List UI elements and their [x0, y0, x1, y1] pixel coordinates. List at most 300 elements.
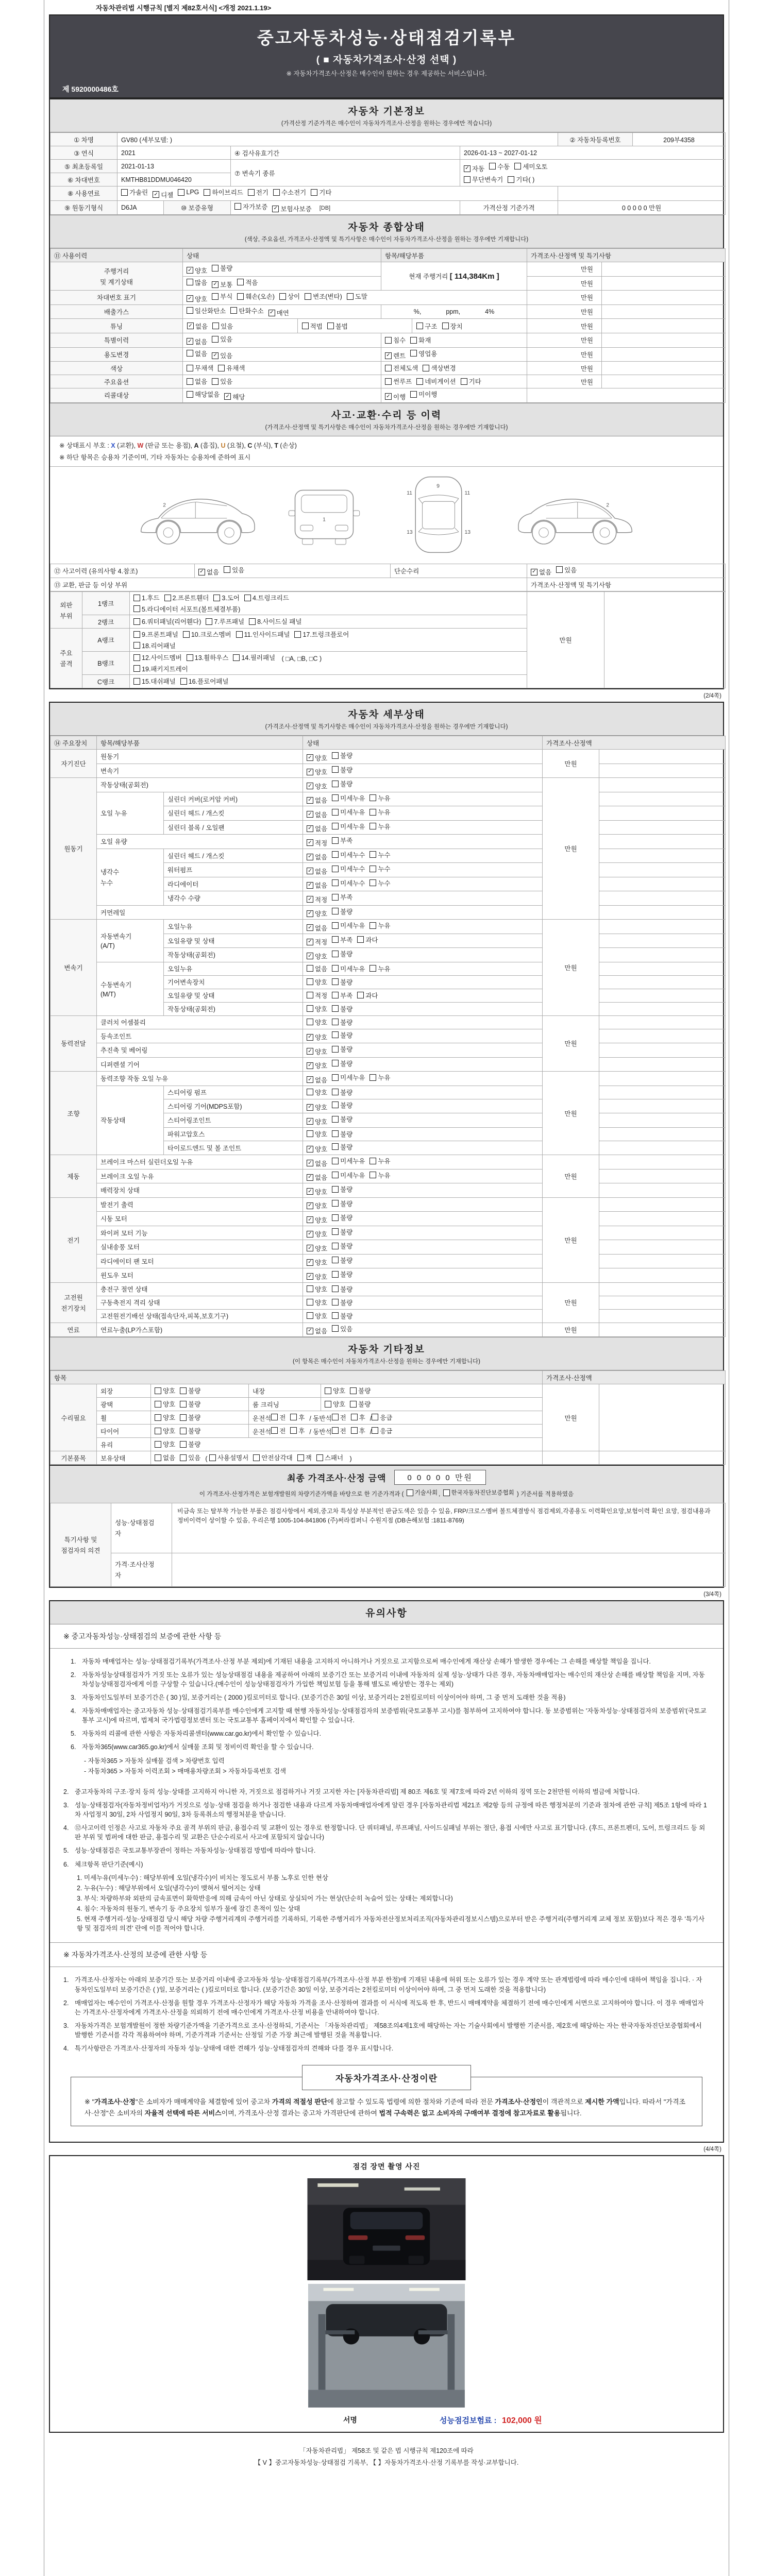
checkbox-box-icon: [443, 1489, 450, 1496]
checkbox-label: 불량: [340, 1312, 353, 1320]
checkbox-부식[interactable]: [212, 292, 232, 301]
checkbox-구조[interactable]: [416, 321, 437, 331]
checkbox-box-icon: [187, 378, 193, 385]
checkbox-label: 스패너: [324, 1454, 344, 1462]
checkbox-14.필러패널[interactable]: [233, 653, 275, 662]
checkbox-불량[interactable]: [332, 1311, 352, 1320]
checkbox-양호[interactable]: [307, 1244, 327, 1253]
checkbox-양호[interactable]: [307, 782, 327, 791]
checkbox-불량[interactable]: [180, 1426, 200, 1435]
checkbox-없음[interactable]: [187, 377, 207, 386]
checkbox-box-icon: [332, 894, 339, 901]
checkbox-없음[interactable]: [307, 824, 327, 833]
checkbox-box-icon: [155, 1428, 161, 1434]
table-cell: [527, 304, 602, 319]
checkbox-누수[interactable]: [369, 878, 390, 888]
checkbox-변조(변타)[interactable]: [305, 292, 342, 301]
checkbox-있음[interactable]: [212, 334, 232, 344]
text: 만원: [564, 1040, 577, 1048]
checkbox-전체도색[interactable]: [385, 363, 418, 372]
table-cell: [321, 1398, 543, 1411]
checkbox-영업용[interactable]: [410, 349, 437, 358]
checkbox-없음[interactable]: [307, 810, 327, 819]
checkbox-불량[interactable]: [332, 1256, 352, 1265]
checkbox-4.트렁크리드[interactable]: [244, 593, 289, 602]
checkbox-label: 부족: [340, 894, 353, 901]
checkbox-불량[interactable]: [332, 1114, 352, 1124]
checkbox-누유[interactable]: [369, 921, 390, 930]
checkbox-양호[interactable]: [307, 1258, 327, 1267]
checkbox-양호[interactable]: [155, 1439, 175, 1449]
checkbox-label: 불량: [340, 1089, 353, 1096]
checkbox-label: 양호: [315, 1019, 328, 1026]
checkbox-자가보증[interactable]: [234, 202, 267, 211]
text: 오일누유: [167, 965, 193, 973]
checkbox-세미오토[interactable]: [514, 162, 547, 171]
text: 용도변경: [104, 351, 129, 359]
checkbox-13.휠하우스[interactable]: [187, 653, 229, 662]
checkbox-box-icon: [297, 1454, 304, 1461]
checkbox-잭[interactable]: [297, 1453, 312, 1462]
checkbox-불량[interactable]: [332, 1059, 352, 1068]
item-number: 6.: [71, 1743, 76, 1751]
checkbox-누유[interactable]: [369, 822, 390, 831]
checkbox-불량[interactable]: [332, 977, 352, 987]
checkbox-후[interactable]: [290, 1426, 305, 1435]
checkbox-양호[interactable]: [325, 1386, 345, 1395]
table-cell: [97, 1212, 303, 1226]
checkbox-box-icon: [187, 307, 193, 314]
checkbox-box-icon: [369, 866, 376, 872]
checkbox-양호[interactable]: [307, 1032, 327, 1042]
checkbox-불량[interactable]: [332, 1284, 352, 1294]
checkbox-있음[interactable]: [224, 565, 244, 574]
checkbox-누유[interactable]: [369, 807, 390, 817]
checkbox-한국자동차진단보증협회[interactable]: [443, 1488, 514, 1497]
checkbox-불량[interactable]: [332, 751, 352, 760]
checkbox-양호[interactable]: [307, 1272, 327, 1281]
checkbox-양호[interactable]: [307, 1215, 327, 1225]
checkbox-누유[interactable]: [369, 1156, 390, 1165]
checkbox-자동[interactable]: [464, 164, 484, 173]
checkbox-양호[interactable]: [307, 1018, 327, 1027]
text: "은 소비자가 매매계약을 체결함에 있어 중고차: [135, 2098, 272, 2106]
checkbox-매연[interactable]: [268, 308, 289, 317]
checkbox-수동[interactable]: [489, 162, 510, 171]
checkbox-양호[interactable]: [307, 1201, 327, 1210]
checkbox-불법[interactable]: [327, 321, 348, 331]
checkbox-적정[interactable]: [307, 991, 327, 1000]
checkbox-유채색[interactable]: [218, 363, 245, 372]
checkbox-6.쿼터패널(리어휀다)[interactable]: [133, 617, 201, 626]
checkbox-디젤[interactable]: [153, 190, 173, 199]
text: /: [369, 1428, 372, 1436]
checkbox-렌트[interactable]: [385, 351, 406, 360]
table-row: [51, 347, 726, 362]
checkbox-label: 미세누유: [340, 823, 365, 831]
checkbox-없음[interactable]: [307, 880, 327, 890]
checkbox-7.루프패널[interactable]: [206, 617, 244, 626]
checkbox-box-icon: [187, 391, 193, 398]
segment: [297, 319, 412, 333]
checkbox-무단변속기[interactable]: [464, 175, 503, 184]
checkbox-가솔린[interactable]: [121, 188, 148, 197]
checkbox-label: 매연: [276, 310, 289, 317]
item-number: 4.: [63, 2045, 69, 2053]
checkbox-과다[interactable]: [357, 991, 378, 1000]
checkbox-label: 응급: [380, 1414, 393, 1421]
notice-subitem: 4. 침수: 자동차의 원동기, 변속기 등 주요장치 일부가 물에 잠긴 흔적이 있는 상태: [77, 1905, 300, 1912]
table-cell: [97, 1240, 303, 1255]
table-cell: [599, 1212, 726, 1226]
checkbox-미세누수[interactable]: [332, 850, 365, 859]
checkbox-누유[interactable]: [369, 964, 390, 973]
checkbox-양호[interactable]: [307, 1187, 327, 1196]
checkbox-불량[interactable]: [332, 1213, 352, 1222]
table-cell: [543, 778, 599, 920]
checkbox-불량[interactable]: [350, 1399, 371, 1409]
checkbox-미세누유[interactable]: [332, 1171, 365, 1180]
checkbox-12.사이드멤버[interactable]: [133, 653, 182, 662]
checkbox-누유[interactable]: [369, 793, 390, 803]
checkbox-전[interactable]: [332, 1413, 346, 1422]
checkbox-양호[interactable]: [307, 1129, 327, 1139]
checkbox-양호[interactable]: [307, 1088, 327, 1097]
checkbox-미세누수[interactable]: [332, 878, 365, 888]
checkbox-미세누유[interactable]: [332, 1156, 365, 1165]
checkbox-불량[interactable]: [332, 1184, 352, 1194]
checkbox-후[interactable]: [290, 1413, 305, 1422]
checkbox-적음[interactable]: [237, 278, 258, 287]
checkbox-상이[interactable]: [279, 292, 300, 301]
checkbox-불량[interactable]: [332, 1044, 352, 1054]
checkbox-있음[interactable]: [556, 565, 577, 574]
checkbox-불량[interactable]: [332, 1298, 352, 1307]
checkbox-10.크로스멤버[interactable]: [183, 630, 231, 639]
checkbox-불량[interactable]: [332, 1100, 352, 1110]
checkbox-16.플로어패널[interactable]: [180, 676, 229, 686]
checkbox-부족[interactable]: [332, 991, 352, 1000]
checkbox-양호[interactable]: [307, 1004, 327, 1013]
checkbox-양호[interactable]: [187, 266, 207, 275]
checkbox-미세누유[interactable]: [332, 921, 365, 930]
checkbox-양호[interactable]: [307, 1229, 327, 1239]
checkbox-18.리어패널[interactable]: [133, 641, 176, 650]
checkbox-양호[interactable]: [307, 952, 327, 961]
checkbox-무채색[interactable]: [187, 363, 213, 372]
checkbox-적정[interactable]: [307, 937, 327, 946]
item-number: 3.: [71, 1693, 76, 1701]
checkbox-box-icon: [234, 203, 241, 210]
checkbox-일산화탄소[interactable]: [187, 306, 226, 315]
text: 동력조향 작동 오일 누유: [100, 1075, 169, 1083]
table-cell: [321, 1384, 543, 1398]
checkbox-기타[interactable]: [311, 188, 331, 197]
checkbox-없음[interactable]: [307, 1173, 327, 1182]
notice-box: [49, 1600, 724, 2143]
checkbox-box-icon: [224, 566, 230, 573]
checkbox-전[interactable]: [271, 1426, 285, 1435]
text: / 동반석: [309, 1415, 332, 1422]
checkbox-없음[interactable]: [307, 1159, 327, 1168]
checkbox-2.프론트휀더[interactable]: [164, 593, 209, 602]
checkbox-불량[interactable]: [180, 1413, 200, 1422]
table-cell: [602, 319, 726, 333]
checkbox-양호[interactable]: [155, 1386, 175, 1395]
checkbox-불량[interactable]: [332, 779, 352, 788]
checkbox-스패너[interactable]: [316, 1453, 343, 1462]
checkbox-미세누유[interactable]: [332, 1073, 365, 1082]
checkbox-양호[interactable]: [307, 1144, 327, 1154]
table-cell: [151, 1425, 249, 1438]
text: 클러치 어셈블리: [100, 1019, 146, 1026]
checkbox-있음[interactable]: [212, 377, 232, 386]
checkbox-이행[interactable]: [385, 392, 406, 401]
checkbox-양호[interactable]: [307, 1298, 327, 1307]
checkbox-도말[interactable]: [347, 292, 367, 301]
text: 광택: [100, 1401, 113, 1409]
checkbox-label: 양호: [315, 1312, 328, 1320]
table-cell: [151, 1384, 249, 1398]
checkbox-불량[interactable]: [180, 1386, 200, 1395]
checkbox-box-icon: [369, 1427, 378, 1436]
checkbox-누유[interactable]: [369, 1073, 390, 1082]
checkbox-장치[interactable]: [442, 321, 463, 331]
checkbox-양호[interactable]: [307, 1311, 327, 1320]
checkbox-label: 양호: [315, 1231, 328, 1238]
checkbox-적법[interactable]: [302, 321, 323, 331]
checkbox-미세누유[interactable]: [332, 793, 365, 803]
checkbox-불량[interactable]: [180, 1439, 200, 1449]
checkbox-box-icon: ✓: [272, 206, 279, 212]
checkbox-누수[interactable]: [369, 864, 390, 873]
table-cell: [111, 1503, 172, 1553]
checkbox-불량[interactable]: [332, 1004, 352, 1013]
checkbox-기타[interactable]: [461, 377, 481, 386]
checkbox-과다[interactable]: [357, 935, 378, 944]
basic-info-table: [50, 132, 723, 215]
checkbox-불량[interactable]: [332, 1142, 352, 1151]
checkbox-불량[interactable]: [332, 907, 352, 916]
checkbox-있음[interactable]: [212, 351, 232, 360]
checkbox-훼손(오손)[interactable]: [237, 292, 275, 301]
checkbox-불량[interactable]: [180, 1399, 200, 1409]
checkbox-응급[interactable]: [369, 1426, 393, 1436]
checkbox-없음[interactable]: [187, 349, 207, 358]
checkbox-양호[interactable]: [325, 1399, 345, 1409]
checkbox-양호[interactable]: [307, 753, 327, 762]
checkbox-썬루프[interactable]: [385, 377, 412, 386]
checkbox-양호[interactable]: [155, 1399, 175, 1409]
checkbox-하이브리드[interactable]: [204, 188, 243, 197]
checkbox-있음[interactable]: [180, 1453, 200, 1462]
checkbox-해당없음[interactable]: [187, 389, 220, 399]
checkbox-미세누유[interactable]: [332, 807, 365, 817]
damage-code-legend: [50, 436, 723, 467]
checkbox-불량[interactable]: [332, 1088, 352, 1097]
checkbox-양호[interactable]: [155, 1426, 175, 1435]
checkbox-침수[interactable]: [385, 335, 406, 345]
checkbox-label: 누수: [378, 851, 391, 859]
checkbox-1.후드[interactable]: [133, 593, 160, 602]
table-row: [51, 304, 726, 319]
checkbox-box-icon: ✓: [307, 1216, 313, 1223]
checkbox-불량[interactable]: [332, 1018, 352, 1027]
checkbox-불량[interactable]: [332, 1227, 352, 1236]
checkbox-label: 14.필러패널: [241, 654, 276, 662]
checkbox-없음[interactable]: [307, 923, 327, 933]
checkbox-전[interactable]: [271, 1413, 285, 1422]
checkbox-9.프론트패널[interactable]: [133, 630, 178, 639]
checkbox-box-icon: [212, 336, 219, 343]
checkbox-없음[interactable]: [307, 852, 327, 861]
table-cell: [183, 388, 381, 403]
checkbox-보통[interactable]: [212, 280, 232, 289]
checkbox-후[interactable]: [351, 1426, 365, 1435]
checkbox-많음[interactable]: [187, 278, 207, 287]
checkbox-불량[interactable]: [332, 1241, 352, 1250]
checkbox-19.패키지트레이[interactable]: [133, 664, 188, 673]
checkbox-17.트렁크플로어[interactable]: [294, 630, 349, 639]
checkbox-양호[interactable]: [187, 294, 207, 303]
checkbox-없음[interactable]: [307, 867, 327, 876]
checkbox-label: 응급: [380, 1427, 393, 1435]
checkbox-불량[interactable]: [350, 1386, 371, 1395]
checkbox-5.라디에이터 서포트(볼트체결부품)[interactable]: [133, 604, 240, 614]
table-cell: [527, 362, 602, 375]
text: A: [194, 442, 199, 449]
checkbox-탄화수소[interactable]: [230, 306, 263, 315]
checkbox-응급[interactable]: [369, 1413, 393, 1422]
checkbox-해당[interactable]: [224, 392, 245, 401]
checkbox-box-icon: [464, 176, 470, 183]
checkbox-전기[interactable]: [248, 188, 268, 197]
checkbox-양호[interactable]: [307, 1061, 327, 1070]
checkbox-불량[interactable]: [332, 1199, 352, 1208]
checkbox-있음[interactable]: [212, 321, 233, 331]
checkbox-양호[interactable]: [307, 1047, 327, 1056]
checkbox-없음[interactable]: [307, 1075, 327, 1084]
checkbox-불량[interactable]: [332, 1269, 352, 1279]
checkbox-색상변경[interactable]: [423, 363, 456, 372]
checkbox-box-icon: [121, 189, 128, 196]
checkbox-양호[interactable]: [155, 1413, 175, 1422]
checkbox-양호[interactable]: [307, 1117, 327, 1126]
checkbox-3.도어[interactable]: [213, 593, 240, 602]
checkbox-없음[interactable]: [307, 1326, 327, 1335]
checkbox-label: 해당: [232, 393, 245, 401]
section-detail-header: [50, 703, 723, 736]
checkbox-보험사보증[interactable]: [272, 204, 311, 213]
checkbox-누수[interactable]: [369, 850, 390, 859]
checkbox-불량[interactable]: [332, 1129, 352, 1139]
table-cell: [599, 1015, 726, 1029]
checkbox-있음[interactable]: [332, 1324, 352, 1333]
checkbox-적정[interactable]: [307, 838, 327, 848]
checkbox-사용설명서[interactable]: [209, 1453, 248, 1462]
checkbox-양호[interactable]: [307, 1284, 327, 1294]
checkbox-8.사이드실 패널[interactable]: [249, 617, 301, 626]
table-row: [51, 262, 726, 277]
segment: [412, 319, 527, 333]
checkbox-15.대쉬패널[interactable]: [133, 676, 176, 686]
checkbox-후[interactable]: [351, 1413, 365, 1422]
checkbox-LPG[interactable]: [178, 189, 199, 196]
checkbox-box-icon: [369, 1172, 376, 1178]
table-cell: [231, 160, 460, 187]
table-cell: [599, 1113, 726, 1128]
checkbox-미이행[interactable]: [410, 389, 437, 399]
checkbox-불량[interactable]: [332, 949, 352, 958]
table-cell: [599, 849, 726, 863]
checkbox-불량[interactable]: [332, 1030, 352, 1040]
checkbox-양호[interactable]: [307, 767, 327, 776]
checkbox-11.인사이드패널[interactable]: [236, 630, 290, 639]
checkbox-없음[interactable]: [307, 795, 327, 805]
checkbox-부족[interactable]: [332, 836, 352, 845]
checkbox-양호[interactable]: [307, 977, 327, 987]
notice-item: [71, 1693, 708, 1702]
table-cell: [543, 750, 599, 778]
text: 만원: [564, 964, 577, 972]
text: 주요옵션: [104, 378, 129, 386]
notice-item: [63, 1998, 708, 2017]
checkbox-양호[interactable]: [307, 909, 327, 918]
checkbox-부족[interactable]: [332, 892, 352, 902]
checkbox-box-icon: [307, 1130, 313, 1137]
checkbox-누유[interactable]: [369, 1171, 390, 1180]
checkbox-양호[interactable]: [307, 1103, 327, 1112]
checkbox-label: 없음: [315, 854, 328, 861]
text: (흠집),: [198, 442, 221, 449]
checkbox-box-icon: [332, 1031, 339, 1038]
checkbox-미세누유[interactable]: [332, 964, 365, 973]
checkbox-미세누유[interactable]: [332, 822, 365, 831]
checkbox-안전삼각대[interactable]: [253, 1453, 292, 1462]
table-cell: [97, 1296, 303, 1309]
checkbox-box-icon: [180, 1387, 187, 1394]
checkbox-네비게이션[interactable]: [416, 377, 456, 386]
checkbox-없음[interactable]: [155, 1453, 175, 1462]
checkbox-label: 있음: [188, 1454, 201, 1462]
checkbox-부족[interactable]: [332, 935, 352, 944]
checkbox-없음[interactable]: [307, 964, 327, 973]
checkbox-없음[interactable]: [187, 337, 207, 346]
notice-item: [63, 1801, 708, 1819]
table-cell: [599, 806, 726, 821]
checkbox-적정[interactable]: [307, 895, 327, 904]
checkbox-label: 기타: [319, 189, 332, 196]
checkbox-기술사회[interactable]: [407, 1488, 438, 1497]
table-cell: [97, 1323, 303, 1337]
checkbox-전[interactable]: [332, 1426, 346, 1435]
checkbox-box-icon: ✓: [198, 569, 205, 575]
checkbox-수소전기[interactable]: [273, 188, 306, 197]
checkbox-box-icon: [332, 1285, 339, 1292]
checkbox-화재[interactable]: [410, 335, 431, 345]
notice-item: [63, 1787, 708, 1797]
checkbox-미세누수[interactable]: [332, 864, 365, 873]
checkbox-없음[interactable]: [198, 567, 219, 577]
checkbox-기타( )[interactable]: [508, 175, 534, 184]
checkbox-불량[interactable]: [332, 765, 352, 774]
table-cell: [527, 347, 602, 362]
checkbox-불량[interactable]: [212, 263, 232, 273]
checkbox-label: 보통: [220, 281, 233, 289]
text: 운전석: [253, 1428, 272, 1436]
checkbox-없음[interactable]: [187, 321, 208, 331]
checkbox-없음[interactable]: [531, 567, 551, 577]
